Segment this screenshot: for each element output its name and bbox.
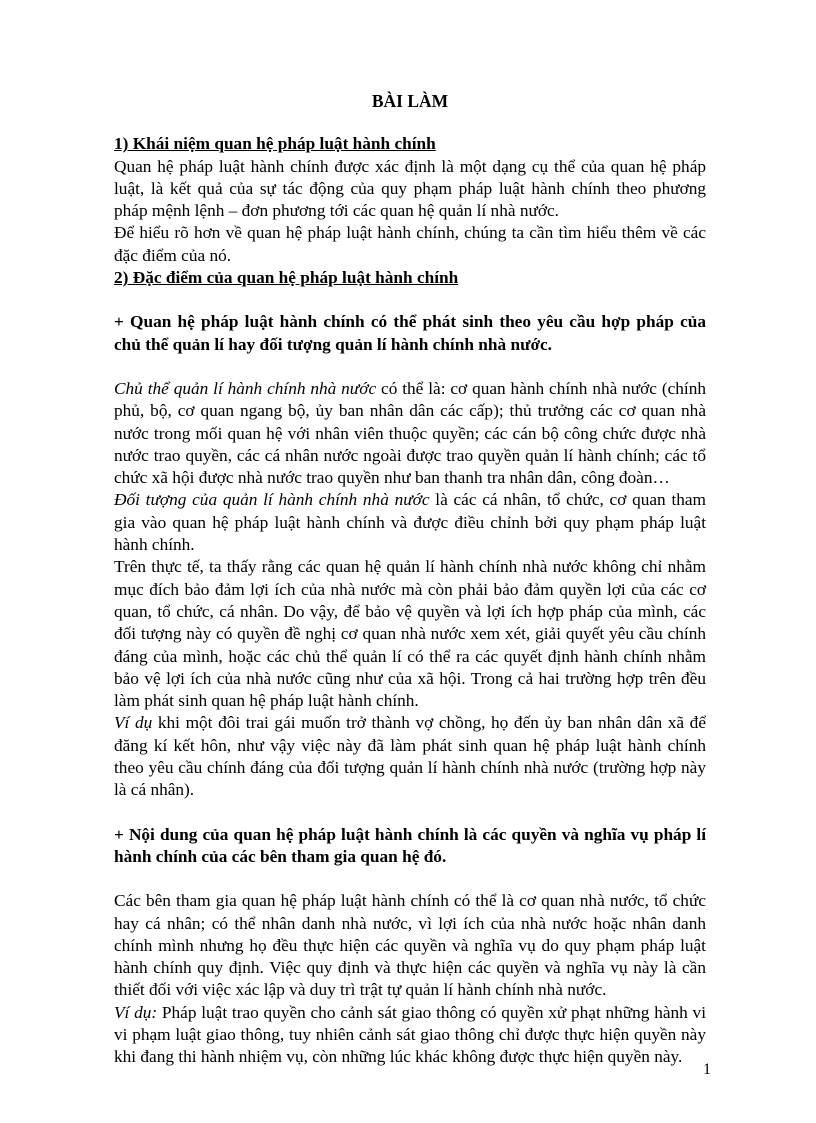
example-text: khi một đôi trai gái muốn trở thành vợ chồng, họ đến ủy ban nhân dân xã để đăng kí kết hôn, như vậy việc này đã làm phát sinh quan hệ pháp luật hành chính theo yêu cầu chính đáng của đối tượng quản lí hành chính nhà nước (trường hợp này là cá nhân). xyxy=(114,713,706,800)
example-label-2: Ví dụ: xyxy=(114,1002,158,1022)
section-2-point-2: + Nội dung của quan hệ pháp luật hành chính là các quyền và nghĩa vụ pháp lí hành chính của các bên tham gia quan hệ đó. xyxy=(114,824,706,866)
document-body xyxy=(114,90,706,1069)
example-label: Ví dụ xyxy=(114,713,153,733)
object-description: là các cá nhân, tổ chức, cơ quan tham gia vào quan hệ pháp luật hành chính và được điều chỉnh bởi quy phạm pháp luật hành chính. xyxy=(114,490,706,555)
section-2-paragraph-6 xyxy=(114,1002,706,1069)
section-1-paragraph-2: Để hiểu rõ hơn về quan hệ pháp luật hành chính, chúng ta cần tìm hiểu thêm về các đặc điểm của nó. xyxy=(114,223,706,265)
section-2-point-1: + Quan hệ pháp luật hành chính có thể phát sinh theo yêu cầu hợp pháp của chủ thể quản lí hay đối tượng quản lí hành chính nhà nước. xyxy=(114,312,706,354)
section-2-paragraph-1 xyxy=(114,378,706,489)
section-2-paragraph-5: Các bên tham gia quan hệ pháp luật hành chính có thể là cơ quan nhà nước, tổ chức hay cá nhân; có thể nhân danh nhà nước, vì lợi ích của nhà nước hoặc nhân danh chính mình nhưng họ đều thực hiện các quyền và nghĩa vụ do quy phạm pháp luật hành chính quy định. Việc quy định và thực hiện các quyền và nghĩa vụ này là cần thiết đối với việc xác lập và duy trì trật tự quản lí hành chính nhà nước. xyxy=(114,891,706,1000)
section-2-heading: 2) Đặc điểm của quan hệ pháp luật hành chính xyxy=(114,268,459,288)
subject-term: Chủ thể quản lí hành chính nhà nước xyxy=(114,378,377,398)
page-number: 1 xyxy=(703,1061,711,1078)
object-term: Đối tượng của quản lí hành chính nhà nước xyxy=(114,490,430,510)
section-1-paragraph-1: Quan hệ pháp luật hành chính được xác định là một dạng cụ thể của quan hệ pháp luật, là kết quả của sự tác động của quy phạm pháp luật hành chính theo phương pháp mệnh lệnh – đơn phương tới các quan hệ quản lí nhà nước. xyxy=(114,156,706,221)
subject-description: có thể là: cơ quan hành chính nhà nước (chính phủ, bộ, cơ quan ngang bộ, ủy ban nhân dân các cấp); thủ trưởng các cơ quan nhà nước trong mối quan hệ với nhân viên thuộc quyền; các cán bộ công chức được nhà nước trao quyền, các cá nhân nước ngoài được trao quyền quản lí hành chính; các tổ chức xã hội được nhà nước trao quyền như ban thanh tra nhân dân, công đoàn… xyxy=(114,378,707,488)
section-1-heading: 1) Khái niệm quan hệ pháp luật hành chính xyxy=(114,134,436,154)
section-2-paragraph-2 xyxy=(114,489,706,556)
section-2-paragraph-3: Trên thực tế, ta thấy rằng các quan hệ quản lí hành chính nhà nước không chỉ nhằm mục đích bảo đảm lợi ích của nhà nước mà còn phải bảo đảm quyền lợi của các cơ quan, tổ chức, cá nhân. Do vậy, để bảo vệ quyền và lợi ích hợp pháp của mình, các đối tượng này có quyền đề nghị cơ quan nhà nước xem xét, giải quyết yêu cầu chính đáng của mình, hoặc các chủ thể quản lí có thể ra các quyết định hành chính nhằm bảo vệ lợi ích của nhà nước cũng như của xã hội. Trong cả hai trường hợp trên đều làm phát sinh quan hệ pháp luật hành chính. xyxy=(114,557,706,711)
page-title: BÀI LÀM xyxy=(371,91,449,111)
section-2-paragraph-4 xyxy=(114,712,706,801)
example-text-2: Pháp luật trao quyền cho cảnh sát giao thông có quyền xử phạt những hành vi vi phạm luật giao thông, tuy nhiên cảnh sát giao thông chỉ được thực hiện quyền này khi đang thi hành nhiệm vụ, còn những lúc khác không được thực hiện quyền này. xyxy=(114,1002,706,1067)
